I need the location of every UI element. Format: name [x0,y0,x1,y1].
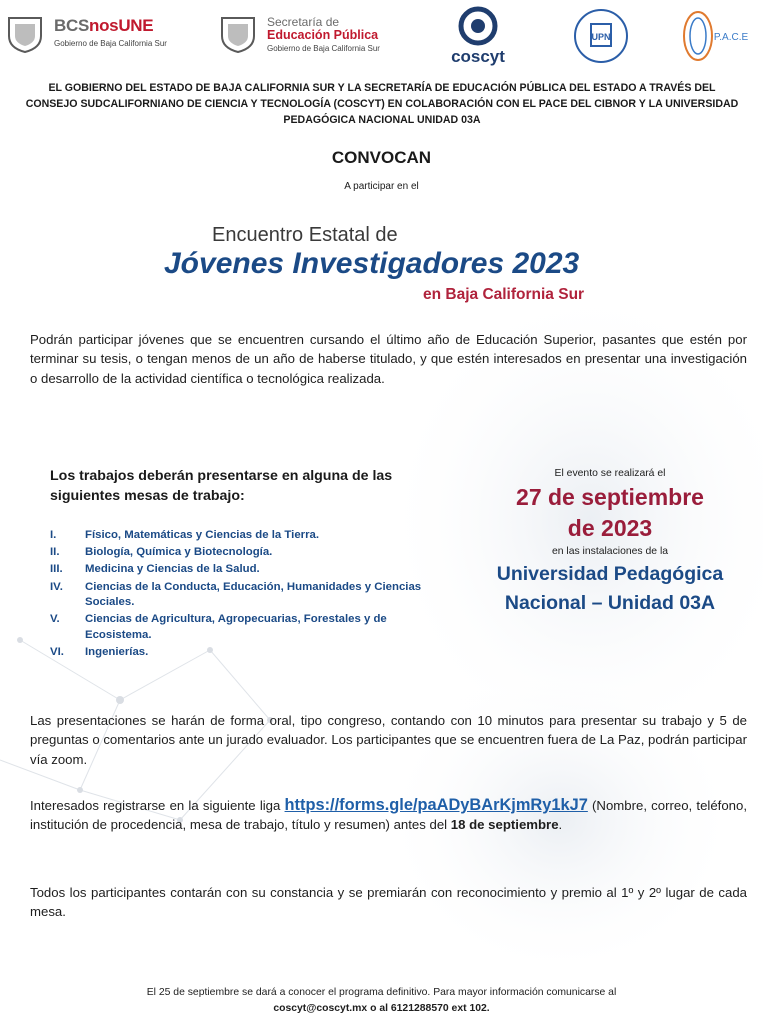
list-item-label: Medicina y Ciencias de la Salud. [85,563,260,576]
event-date-line1: 27 de septiembre [516,484,704,510]
presentation-paragraph: Las presentaciones se harán de forma oral, tipo congreso, contando con 10 minutos para presentar su trabajo y 5 de preguntas o comentarios ante un jurado evaluador. Los participantes que se encuentren fuera de La Paz, podrán participar vía zoom. [30,713,747,767]
list-item-label: Ciencias de Agricultura, Agropecuarias, Forestales y de Ecosistema. [85,613,387,641]
list-item-label: Físico, Matemáticas y Ciencias de la Tierra. [85,529,320,541]
upn-logo [565,6,637,66]
coscyt-logo-text: coscyt [451,47,505,66]
mesas-title: Los trabajos deberán presentarse en alguna de las siguientes mesas de trabajo: [50,468,393,504]
registration-deadline: 18 de septiembre [450,817,559,833]
registration-text-before: Interesados registrarse en la siguiente liga [30,798,285,813]
coat-of-arms-icon [6,14,44,54]
list-item [50,612,440,643]
intro-statement: EL GOBIERNO DEL ESTADO DE BAJA CALIFORNIA SUR Y LA SECRETARÍA DE EDUCACIÓN PÚBLICA DEL ESTADO A TRAVÉS DEL CONSEJO SUDCALIFORNIANO DE CIENCIA Y TECNOLOGÍA (COSCYT) EN COLABORACIÓN CON EL PACE DEL CIBNOR Y LA UNIVERSIDAD PEDAGÓGICA NACIONAL UNIDAD 03A [25,82,739,126]
registration-end: . [558,817,563,833]
list-item-number: V. [50,613,60,626]
logo-bcs-subtitle: Gobierno de Baja California Sur [54,39,167,48]
event-place-line2: Nacional – Unidad 03A [504,592,716,614]
event-date-line2: de 2023 [567,515,653,541]
list-item [50,545,440,561]
event-title-location: en Baja California Sur [423,286,585,303]
convocan-heading: CONVOCAN [331,148,432,167]
list-item-label: Ciencias de la Conducta, Educación, Humanidades y Ciencias Sociales. [85,580,422,609]
coat-of-arms-icon [219,14,257,54]
sep-logo-line2: Educación Pública [267,28,379,42]
footer-line1: El 25 de septiembre se dará a conocer el programa definitivo. Para mayor información comunicarse al [146,987,617,998]
header-logos [0,6,763,68]
footer [0,985,763,1017]
bcs-nos-une-logo [6,6,191,58]
sep-logo-line1: Secretaría de [267,15,340,29]
awards-paragraph: Todos los participantes contarán con su constancia y se premiarán con reconocimiento y premio al 1º y 2º lugar de cada mesa. [30,885,747,920]
list-item-number: IV. [50,580,63,593]
list-item [50,562,440,578]
logo-bcs-text: BCS [54,16,89,35]
list-item-number: II. [50,546,60,559]
list-item-number: I. [50,529,57,541]
sep-logo-line3: Gobierno de Baja California Sur [267,44,380,53]
event-details [468,466,752,618]
event-title-main: Jóvenes Investigadores 2023 [164,247,580,280]
mesas-list [50,528,440,662]
eligibility-paragraph: Podrán participar jóvenes que se encuentren cursando el último año de Educación Superior, pasantes que estén por terminar su tesis, o tengan menos de un año de haberse titulado, y que estén interesados en presentar una investigación o desarrollo de la actividad científica o tecnológica realizada. [30,332,747,386]
pace-logo-text: P.A.C.E [713,32,749,43]
event-intro: El evento se realizará el [554,468,666,479]
coscyt-logo [437,6,519,66]
event-place-line1: Universidad Pedagógica [496,563,724,585]
a-participar-text: A participar en el [344,181,419,192]
registration-link[interactable]: https://forms.gle/paADyBArKjmRy1kJ7 [284,796,588,814]
event-title-line1: Encuentro Estatal de [212,224,398,246]
list-item [50,528,440,544]
list-item [50,580,440,611]
list-item-number: VI. [50,646,64,659]
list-item-label: Ingenierías. [85,646,149,659]
list-item-label: Biología, Química y Biotecnología. [85,546,273,559]
upn-logo-text: UPN [591,32,611,42]
registration-paragraph [30,796,747,835]
event-place-intro: en las instalaciones de la [551,546,669,557]
sep-logo [219,6,414,58]
pace-logo [676,6,758,66]
list-item-number: III. [50,563,63,576]
registration-text-after: (Nombre, correo, teléfono, institución de procedencia, mesa de trabajo, título y resumen) antes del [30,798,747,833]
footer-contact: coscyt@coscyt.mx o al 6121288570 ext 102. [273,1003,490,1014]
logo-nosune-text: nosUNE [89,16,154,35]
list-item [50,645,440,661]
